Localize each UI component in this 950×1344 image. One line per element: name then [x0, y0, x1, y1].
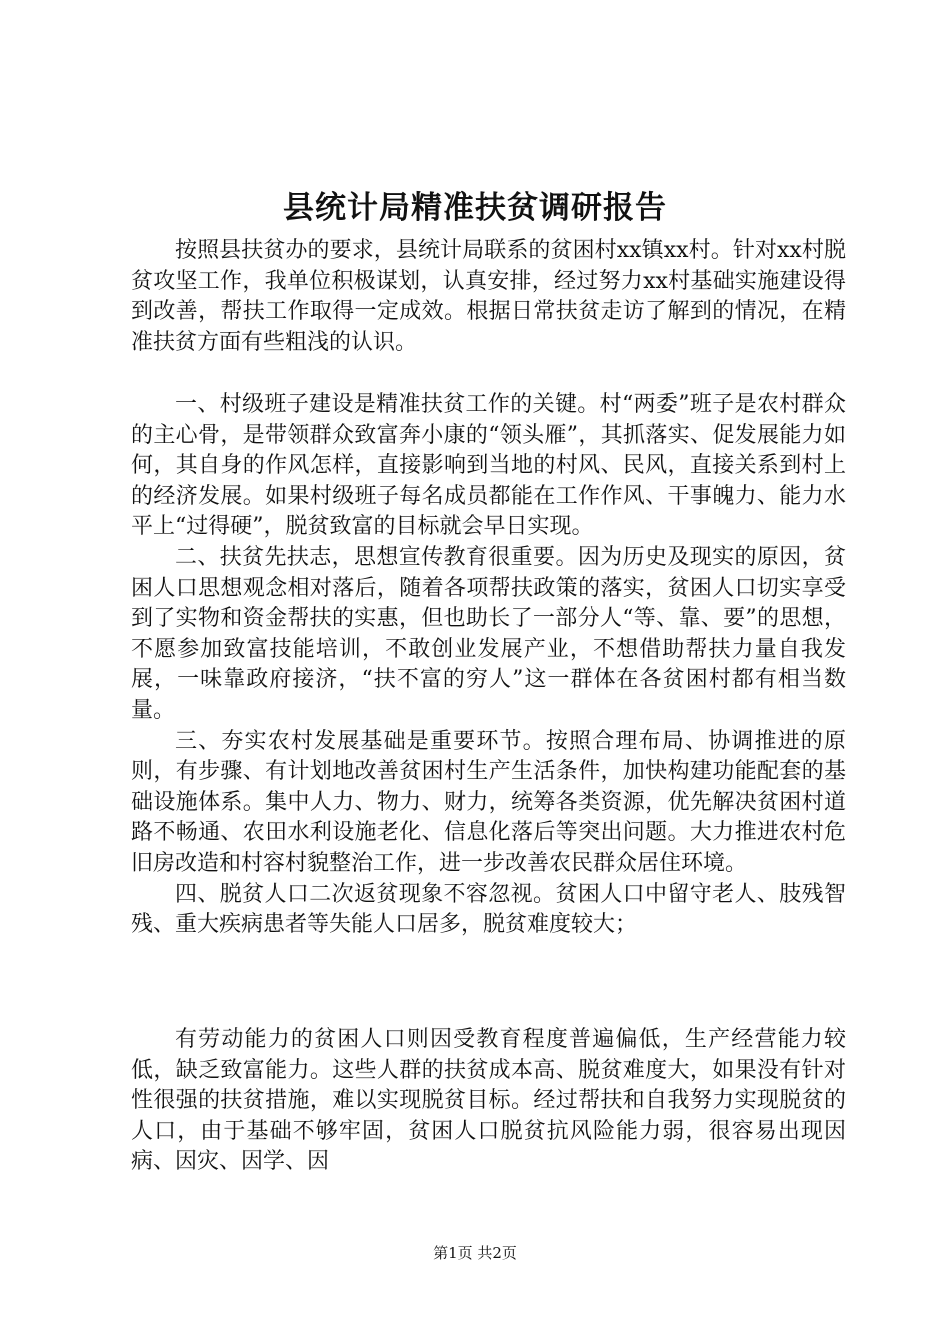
paragraph-point-2: 二、扶贫先扶志，思想宣传教育很重要。因为历史及现实的原因，贫困人口思想观念相对落后，随着各项帮扶政策的落实，贫困人口切实享受到了实物和资金帮扶的实惠，但也助长了一部分人“等、靠、要”的思想，不愿参加致富技能培训，不敢创业发展产业，不想借助帮扶力量自我发展，一味靠政府接济，“扶不富的穷人”这一群体在各贫困村都有相当数量。 — [131, 544, 846, 723]
main-points-block — [131, 390, 846, 941]
paragraph-point-1: 一、村级班子建设是精准扶贫工作的关键。村“两委”班子是农村群众的主心骨，是带领群众致富奔小康的“领头雁”，其抓落实、促发展能力如何，其自身的作风怎样，直接影响到当地的村风、民风，直接关系到村上的经济发展。如果村级班子每名成员都能在工作作风、干事魄力、能力水平上“过得硬”，脱贫致富的目标就会早日实现。 — [131, 392, 846, 540]
paragraph-point-4: 四、脱贫人口二次返贫现象不容忽视。贫困人口中留守老人、肢残智残、重大疾病患者等失能人口居多，脱贫难度较大； — [131, 881, 846, 938]
document-title: 县统计局精准扶贫调研报告 — [283, 190, 667, 226]
page-number-footer: 第1页 共2页 — [433, 1244, 517, 1262]
intro-paragraph: 按照县扶贫办的要求，县统计局联系的贫困村xx镇xx村。针对xx村脱贫攻坚工作，我单位积极谋划，认真安排，经过努力xx村基础实施建设得到改善，帮扶工作取得一定成效。根据日常扶贫走访了解到的情况，在精准扶贫方面有些粗浅的认识。 — [131, 238, 846, 355]
continuation-paragraph: 有劳动能力的贫困人口则因受教育程度普遍偏低，生产经营能力较低，缺乏致富能力。这些人群的扶贫成本高、脱贫难度大，如果没有针对性很强的扶贫措施，难以实现脱贫目标。经过帮扶和自我努力实现脱贫的人口，由于基础不够牢固，贫困人口脱贫抗风险能力弱，很容易出现因病、因灾、因学、因 — [131, 1027, 846, 1175]
paragraph-point-3: 三、夯实农村发展基础是重要环节。按照合理布局、协调推进的原则，有步骤、有计划地改善贫困村生产生活条件，加快构建功能配套的基础设施体系。集中人力、物力、财力，统筹各类资源，优先解决贫困村道路不畅通、农田水利设施老化、信息化落后等突出问题。大力推进农村危旧房改造和村容村貌整治工作，进一步改善农民群众居住环境。 — [131, 728, 846, 876]
intro-block — [131, 236, 846, 358]
continuation-block — [131, 1025, 846, 1178]
